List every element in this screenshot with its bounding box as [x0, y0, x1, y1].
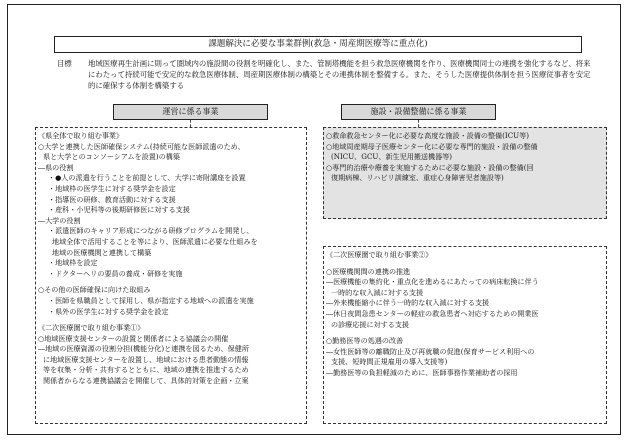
text-line: ―外来機能縮小に伴う一時的な収入減に対する支援	[326, 298, 490, 308]
text-line: 《二次医療圏で取り組む事業②》	[326, 250, 433, 259]
text-line: ○大学と連携した医師確保システム(持続可能な医師派遣のため、	[38, 141, 245, 151]
text-line: ・産科・小児科等の後期研修医に対する支援	[48, 205, 190, 215]
operations-header: 運営に係る事業	[113, 104, 268, 120]
text-line: ・派遣医師のキャリア形成につながる研修プログラムを開発し、	[48, 226, 254, 236]
text-line: ・●人の派遣を行うことを前提として、大学に寄附講座を設置	[48, 173, 246, 183]
goal-section	[57, 59, 592, 91]
text-line: ○専門的治療や療養を実施するために必要な施設・設備の整備(回	[326, 162, 534, 172]
goal-text: 地域医療再生計画に則って圏域内の施設間の役割を明確化し、また、管制塔機能を担う救急医療機関を作り、医療機関同士の連携を強化するなど、将来にわたって持続可能で安定的な救急医療体制、周産期医療体制の構築とその連携体制を整備する。また、そうした医療提供体制を担う医療従事者を安定的に確保する体制を構築する	[88, 59, 591, 90]
facilities-box	[323, 127, 607, 219]
text-line: 県と大学とのコンソーシアムを設置)の構築	[43, 152, 180, 162]
text-line: ―休日夜間急患センターの軽症の救急患者へ対応するための開業医	[326, 308, 539, 318]
text-line: 復期病棟、リハビリ訓練室、重症心身障害児者施設等)	[331, 173, 504, 183]
text-line: 地域全体で活用することを等により、医師派遣に必要な仕組みを	[52, 236, 258, 246]
text-line: ―地域の医療資源の役割分担(機能分化)と連携を図るため、保健所	[38, 344, 249, 354]
text-line: ―県の役割	[38, 162, 74, 172]
left-connector	[190, 120, 191, 127]
text-line: ○地域医療支援センターの設置と関係者による協議会の開催	[38, 333, 229, 343]
goal-label: 目標	[57, 59, 72, 68]
regional-projects-list	[324, 247, 606, 379]
facilities-header: 施設・設備整備に係る事業	[341, 104, 496, 120]
operations-list	[36, 128, 306, 387]
text-line: の診療応援に対する支援	[331, 319, 410, 329]
text-line: 《二次医療圏で取り組む事業①》	[38, 323, 145, 333]
text-line: ―勤務医等の負担軽減のために、医師事務作業補助者の採用	[326, 367, 518, 377]
text-line: ○医療機関間の連携の推進	[326, 266, 411, 276]
page-title: 課題解決に必要な事業群例(救急・周産期医療等に重点化)	[54, 36, 582, 53]
text-line: ○勤務医等の処遇の改善	[326, 336, 404, 346]
text-line: ・ドクターヘリの要員の養成・研修を実施	[48, 268, 183, 278]
text-line: (NICU、GCU、新生児用搬送機器等)	[331, 152, 453, 162]
text-line: ―医療機能の集約化・重点化を進めるにあたっての病床転換に伴う	[326, 277, 539, 287]
text-line: ・指導医の研修、教育活動に対する支援	[48, 194, 176, 204]
text-line: ―女性医師等の離職防止及び再就職の促進(保育サービス利用への	[326, 346, 535, 356]
text-line: 地域の医療機関と連携して構築	[52, 247, 152, 257]
text-line: に地域医療支援センターを設置し、地域における患者動態の情報	[43, 354, 249, 364]
facilities-list	[324, 128, 606, 184]
text-line: ○地域周産期母子医療センター化に必要な専門的施設・設備の整備	[326, 141, 538, 151]
text-line: 支援、短時間正規雇用の導入支援等)	[331, 357, 448, 367]
text-line: ・地域枠を設定	[48, 258, 98, 268]
text-line: ・医師を県職員として採用し、県が指定する地域への派遣を実施	[48, 295, 254, 305]
text-line: ―大学の役割	[38, 215, 81, 225]
text-line: ○その他の医師確保に向けた取組み	[38, 285, 151, 295]
text-line: 関係者からなる連携協議会を開催して、具体的対策を企画・立案	[43, 376, 249, 386]
operations-box	[35, 127, 307, 424]
text-line: ○救命救急センター化に必要な高度な施設・設備の整備(ICU等)	[326, 131, 529, 140]
regional-projects-box	[323, 246, 607, 424]
text-line: ・地域枠の医学生に対する奨学金を設定	[48, 183, 176, 193]
right-connector	[418, 120, 419, 127]
text-line: ・県外の医学生に対する奨学金を設定	[48, 306, 169, 316]
text-line: 《県全体で取り組む事業》	[38, 131, 124, 140]
text-line: 等を収集・分析・共有するとともに、地域の連携を推進するため	[43, 365, 249, 375]
text-line: 一時的な収入減に対する支援	[331, 287, 424, 297]
